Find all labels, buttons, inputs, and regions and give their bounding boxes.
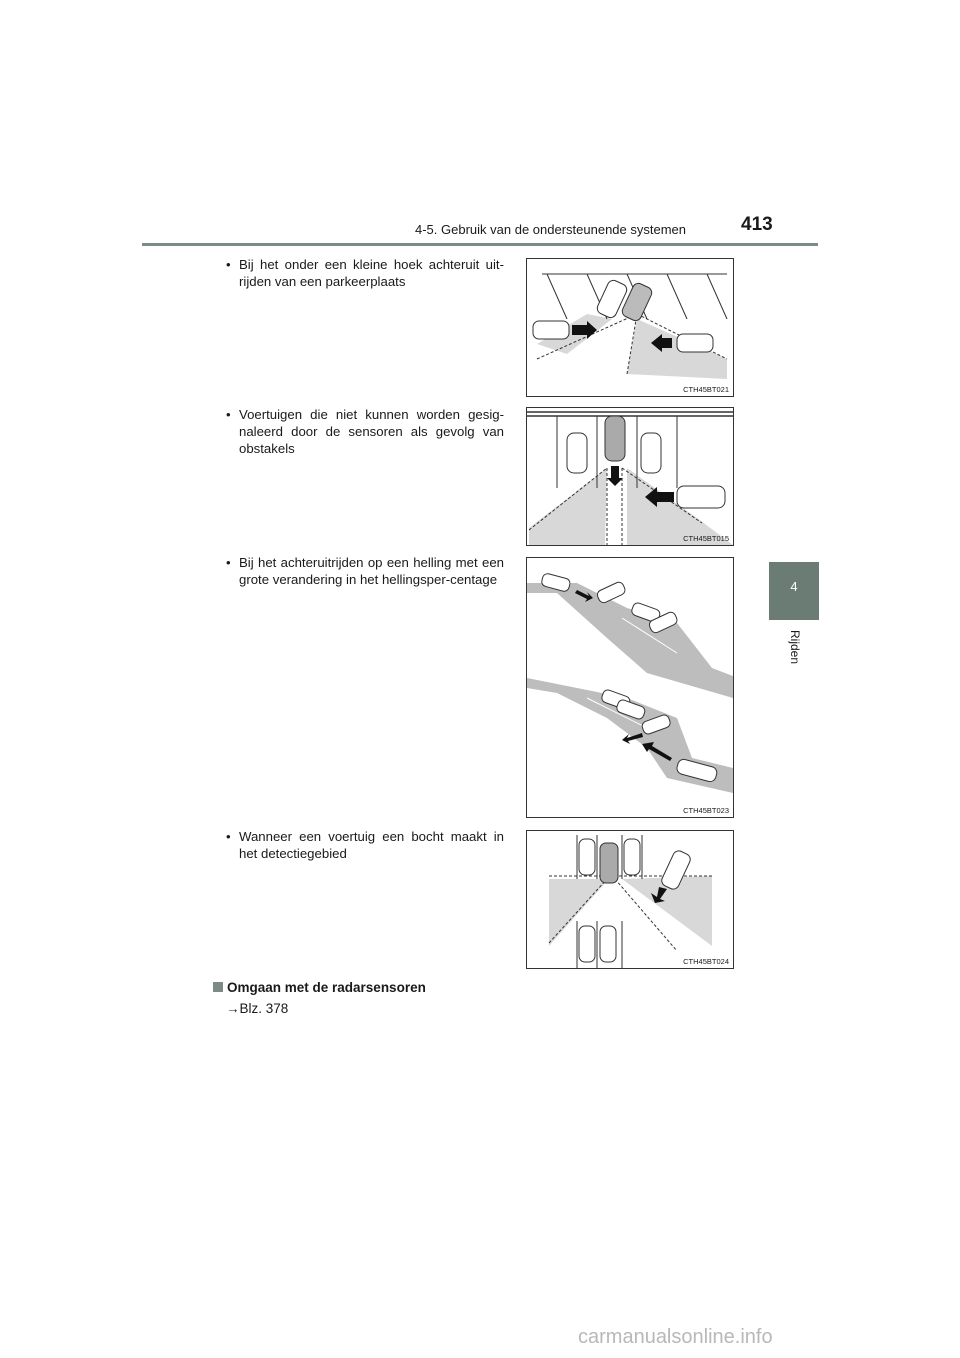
figure-obstructed-sensors bbox=[526, 407, 734, 546]
section-square-icon bbox=[213, 982, 223, 992]
chapter-label bbox=[780, 628, 810, 688]
bullet-dot: • bbox=[226, 407, 231, 422]
chapter-tab bbox=[769, 562, 819, 620]
figure-code: CTH45BT023 bbox=[683, 806, 729, 815]
bullet-text: Bij het achteruitrijden op een helling met een grote verandering in het hellingsper-centage bbox=[239, 555, 504, 587]
bullet-item-4 bbox=[226, 828, 504, 862]
bullet-item-3 bbox=[226, 554, 504, 588]
bullet-item-1 bbox=[226, 256, 504, 290]
figure-slope-reversing bbox=[526, 557, 734, 818]
bullet-text: Voertuigen die niet kunnen worden gesig-naleerd door de sensoren als gevolg van obstakels bbox=[239, 407, 504, 456]
figure-turning-vehicle bbox=[526, 830, 734, 969]
bullet-item-2 bbox=[226, 406, 504, 457]
figure-code: CTH45BT015 bbox=[683, 534, 729, 543]
figure-reverse-angle-parking bbox=[526, 258, 734, 397]
bullet-dot: • bbox=[226, 257, 231, 272]
bullet-text: Bij het onder een kleine hoek achteruit uit-rijden van een parkeerplaats bbox=[239, 257, 504, 289]
figure-code: CTH45BT024 bbox=[683, 957, 729, 966]
bullet-text: Wanneer een voertuig een bocht maakt in het detectiegebied bbox=[239, 829, 504, 861]
bullet-dot: • bbox=[226, 555, 231, 570]
section-title-text: Omgaan met de radarsensoren bbox=[227, 980, 426, 995]
page-number: 413 bbox=[741, 214, 773, 235]
figure-code: CTH45BT021 bbox=[683, 385, 729, 394]
chapter-label-text: Rijden bbox=[788, 630, 802, 665]
header-section-title: 4-5. Gebruik van de ondersteunende systemen bbox=[415, 222, 687, 237]
watermark: carmanualsonline.info bbox=[578, 1326, 773, 1348]
header-rule bbox=[142, 243, 818, 246]
chapter-number: 4 bbox=[790, 579, 798, 594]
bullet-dot: • bbox=[226, 829, 231, 844]
page-reference-link[interactable]: →Blz. 378 bbox=[226, 1001, 289, 1016]
section-title bbox=[213, 980, 426, 995]
